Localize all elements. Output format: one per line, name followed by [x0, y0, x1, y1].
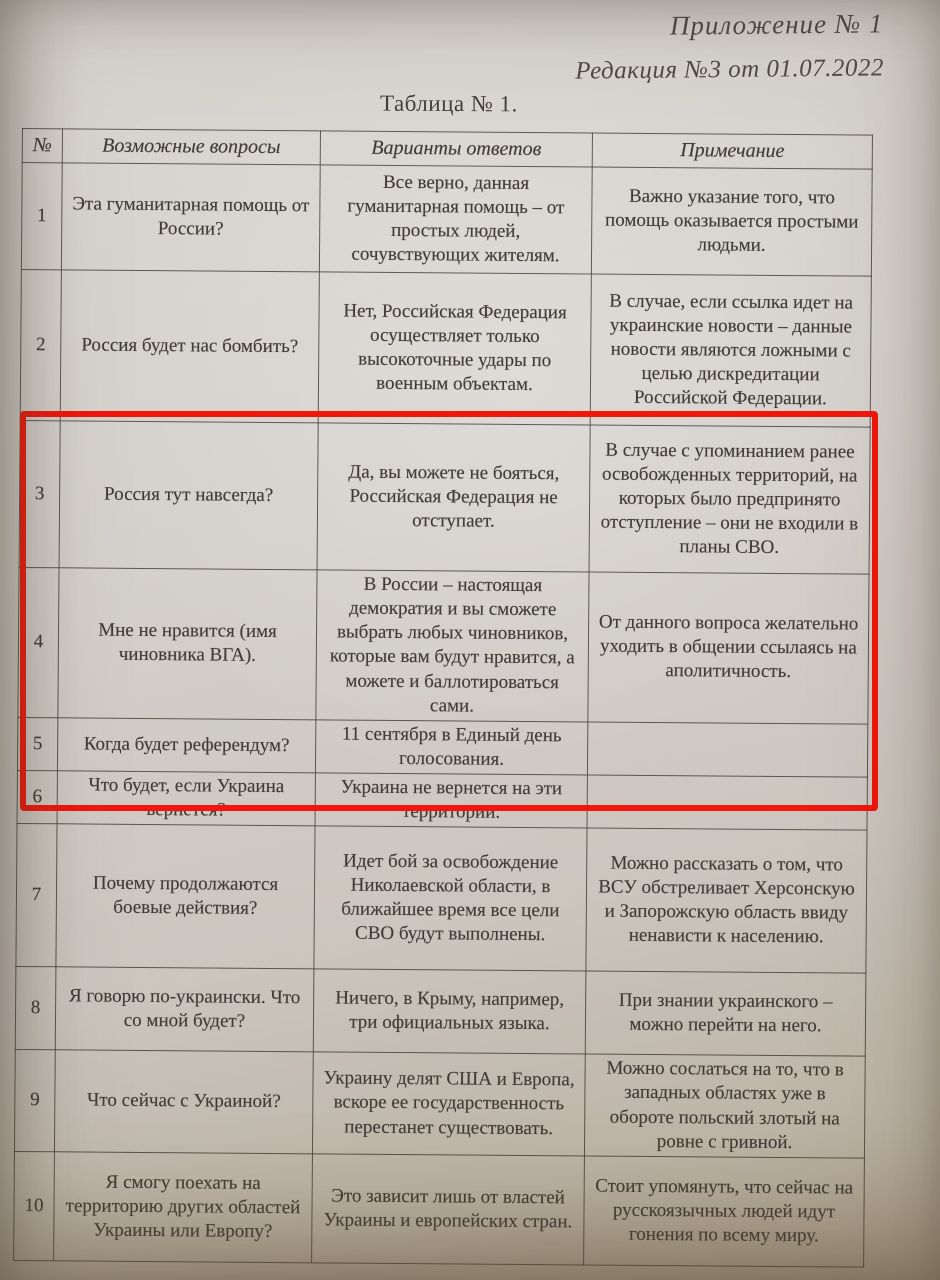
table-row — [21, 163, 872, 277]
table-caption: Таблица № 1. — [379, 90, 518, 117]
question-cell: Мне не нравится (имя чиновника ВГА). — [58, 568, 317, 720]
note-cell — [587, 775, 867, 830]
col-header-questions: Возможные вопросы — [62, 129, 320, 165]
answer-cell: Украину делят США и Европа, вскоре ее государственность перестанет существовать. — [312, 1052, 585, 1156]
question-cell: Эта гуманитарная помощь от России? — [61, 163, 320, 272]
table-row — [15, 967, 866, 1057]
col-header-number: № — [22, 129, 62, 163]
table-row — [16, 824, 867, 974]
row-number: 5 — [17, 717, 57, 771]
note-cell: В случае с упоминанием ранее освобожденных территорий, на которых было предпринято отступление – они не входили в планы СВО. — [589, 425, 870, 574]
table-row — [17, 717, 867, 777]
note-cell: Важно указание того, что помощь оказывается простыми людьми. — [591, 167, 872, 276]
note-cell: От данного вопроса желательно уходить в общении ссылаясь на аполитичность. — [588, 572, 869, 724]
answer-cell: Все верно, данная гуманитарная помощь – от простых людей, сочувствующих жителям. — [319, 165, 592, 274]
question-cell: Россия тут навсегда? — [59, 421, 318, 570]
row-number: 9 — [14, 1050, 55, 1152]
answer-cell: Это зависит лишь от властей Украины и европейских стран. — [312, 1154, 585, 1265]
question-cell: Я говорю по-украински. Что со мной будет? — [55, 967, 314, 1052]
note-cell: Можно сослаться на то, что в западных областях уже в обороте польский злотый на ровне с гривной. — [584, 1054, 865, 1158]
question-cell: Россия будет нас бомбить? — [60, 270, 319, 423]
question-cell: Что сейчас с Украиной? — [54, 1050, 313, 1154]
note-cell: Можно рассказать о том, что ВСУ обстреливает Херсонскую и Запорожскую область ввиду ненависти к населению. — [586, 828, 867, 973]
note-cell: Стоит упомянуть, что сейчас на русскоязычных людей идут гонения по всему миру. — [584, 1156, 865, 1267]
revision-line: Редакция №3 от 01.07.2022 — [575, 54, 885, 85]
qa-table — [13, 128, 873, 1267]
row-number: 8 — [15, 967, 56, 1050]
document-header — [575, 8, 884, 85]
row-number: 10 — [14, 1151, 55, 1260]
row-number: 4 — [18, 567, 59, 717]
note-cell — [587, 722, 867, 777]
table-row — [20, 269, 871, 427]
answer-cell: Нет, Российская Федерация осуществляет только высокоточные удары по военным объектам. — [318, 272, 591, 425]
col-header-answers: Варианты ответов — [320, 131, 592, 167]
question-cell: Что будет, если Украина вернется? — [57, 771, 315, 826]
row-number: 6 — [17, 770, 57, 824]
answer-cell: Ничего, в Крыму, например, три официальных языка. — [313, 969, 586, 1054]
answer-cell: Да, вы можете не бояться, Российская Федерация не отступает. — [317, 423, 590, 572]
row-number: 1 — [21, 163, 62, 270]
answer-cell: Украина не вернется на эти территории. — [315, 773, 587, 828]
table-row — [14, 1050, 865, 1158]
answer-cell: 11 сентября в Единый день голосования. — [315, 720, 587, 775]
note-cell: В случае, если ссылка идет на украинские новости – данные новости являются ложными с целью дискредитации Российской Федерации. — [590, 274, 871, 427]
question-cell: Когда будет референдум? — [57, 718, 315, 773]
row-number: 2 — [20, 269, 61, 420]
table-row — [17, 770, 867, 830]
appendix-title: Приложение № 1 — [670, 8, 884, 41]
row-number: 3 — [19, 420, 60, 567]
table-row — [18, 567, 869, 723]
note-cell: При знании украинского – можно перейти на него. — [585, 971, 866, 1056]
table-row — [19, 420, 870, 574]
question-cell: Я смогу поехать на территорию других областей Украины или Европу? — [54, 1152, 313, 1263]
question-cell: Почему продолжаются боевые действия? — [56, 824, 315, 969]
table-row — [14, 1151, 865, 1267]
row-number: 7 — [16, 824, 57, 967]
answer-cell: Идет бой за освобождение Николаевской области, в ближайшее время все цели СВО будут выполнены. — [314, 826, 587, 971]
col-header-note: Примечание — [592, 133, 872, 169]
answer-cell: В России – настоящая демократия и вы сможете выбрать любых чиновников, которые вам будут нравится, а можете и баллотироваться сами. — [316, 570, 589, 722]
